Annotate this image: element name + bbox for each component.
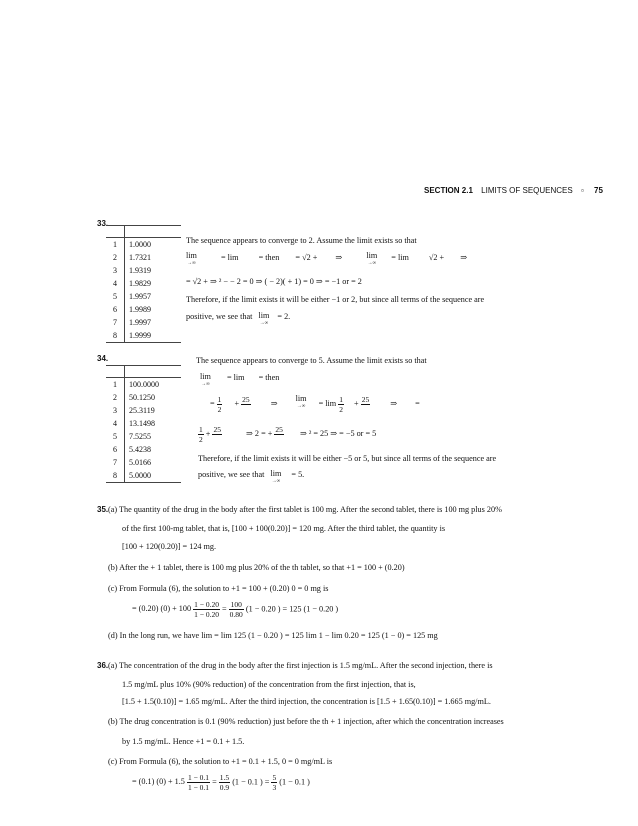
p34-line5: Therefore, if the limit exists it will be either −5 or 5, but since all terms of the sequence are [198,454,497,463]
p34-frac7: 25 [275,425,283,434]
p34-line6 [198,470,304,486]
table-row [106,378,181,392]
table-cell-value: 5.4238 [129,445,151,454]
p34-line4: $\frac{1}{2}$ + 25 ⇒ 2 = + 25 ⇒ ² = 25 ⇒ = −5 or = 5 [199,425,377,444]
p36-a2: 1.5 mg/mL plus 10% (90% reduction) of the concentration from the first injection, that is, [122,680,416,689]
p35-c2a: = (0.20) (0) + 100 [132,604,192,614]
table-row [106,391,181,404]
table-cell-value: 1.9957 [129,292,151,301]
p34-l4a: ⇒ 2 = + [246,429,273,439]
p33-l5c: = 2. [277,312,291,321]
p35-c2b: = [222,604,227,614]
problem-35-number: 35. [97,505,109,514]
table-row [106,238,181,252]
p33-l2h: √2 + [428,253,445,262]
p34-lim1: lim →∞ [200,372,211,387]
p36-frac3: $\frac{5}{3}$ [272,773,277,792]
p33-line4: Therefore, if the limit exists it will be either −1 or 2, but since all terms of the sequence are [186,295,485,304]
p34-l3d: = lim [318,399,337,409]
problem-34-table [106,365,181,483]
p34-frac4: 25 [361,395,370,404]
problem-36-number: 36. [97,661,109,670]
p36-c2b: = [212,777,217,787]
table-row [106,430,181,443]
p36-frac1: $\frac{1 - 0.1}{1 - 0.1}$ [187,773,210,792]
p34-frac1: $\frac{1}{2}$ [217,395,222,414]
problem-33-number: 33. [97,219,109,228]
table-cell-n: 8 [106,469,125,483]
p36-c2d: (1 − 0.1 ) [279,777,310,787]
p36-c2c: (1 − 0.1 ) = [232,777,270,787]
table-header-value [125,366,182,378]
p36-a1: (a) The concentration of the drug in the body after the first injection is 1.5 mg/mL. After the second injection, there is [108,661,493,670]
table-header-row [106,366,181,378]
p34-frac5: $\frac{1}{2}$ [199,425,203,444]
p33-line2 [186,252,467,268]
p36-b1: (b) The drug concentration is 0.1 (90% reduction) just before the th + 1 injection, after which the concentration increases [108,717,504,726]
p35-d1: (d) In the long run, we have lim = lim 125 (1 − 0.20 ) = 125 lim 1 − lim 0.20 = 125 (1 − 0) = 125 mg [108,631,438,640]
p34-lim3: lim →∞ [270,469,282,484]
p34-line2 [200,373,279,389]
table-header-n [106,366,125,378]
p35-frac1: $\frac{1 - 0.20}{1 - 0.20}$ [194,600,219,619]
table-cell-n: 7 [106,456,125,469]
p35-c2 [122,600,338,619]
table-cell-value: 13.1498 [129,419,155,428]
section-title: LIMITS OF SEQUENCES [481,186,573,195]
p34-frac3: $\frac{1}{2}$ [339,395,343,414]
p33-l2c: = then [258,253,280,262]
table-cell-n: 2 [106,251,125,264]
p35-c2c: (1 − 0.20 ) = 125 (1 − 0.20 ) [245,604,339,614]
table-row [106,264,181,277]
table-row [106,290,181,303]
table-row [106,277,181,290]
table-cell-value: 1.9989 [129,305,151,314]
p33-line5 [186,312,290,328]
p33-line1: The sequence appears to converge to 2. Assume the limit exists so that [186,236,417,245]
table-cell-value: 1.9997 [129,318,151,327]
running-header [424,186,603,195]
p34-l4b: ⇒ ² = 25 ⇒ = −5 or = 5 [299,429,377,439]
table-cell-value: 7.5255 [129,432,151,441]
table-cell-value: 1.7321 [129,253,151,262]
p34-line3: = $\frac{1}{2}$ + 25 ⇒ lim →∞ = lim $\frac{1}{2}$ + 25 ⇒ = [210,394,420,414]
p34-line1: The sequence appears to converge to 5. Assume the limit exists so that [196,356,427,365]
table-cell-value: 25.3119 [129,406,155,415]
table-row [106,456,181,469]
p36-c2a: = (0.1) (0) + 1.5 [132,777,185,787]
p36-c1: (c) From Formula (6), the solution to +1 = 0.1 + 1.5, 0 = 0 mg/mL is [108,757,333,766]
p34-frac6: 25 [213,425,221,434]
table-cell-n: 5 [106,290,125,303]
table-cell-n: 6 [106,303,125,316]
table-cell-value: 1.9829 [129,279,151,288]
table-row [106,443,181,456]
table-cell-n: 5 [106,430,125,443]
p33-l2d: = √2 + [295,253,318,262]
problem-33-table [106,225,181,343]
table-cell-n: 7 [106,316,125,329]
p36-a3: [1.5 + 1.5(0.10)] = 1.65 mg/mL. After the third injection, the concentration is [1.5 + 1.65(0.10)] = 1.665 mg/mL. [122,697,491,706]
p33-l2g: = lim [391,253,409,262]
problem-34-number: 34. [97,354,109,363]
p36-frac2: $\frac{1.5}{0.9}$ [219,773,230,792]
p33-l2e: ⇒ [335,253,343,262]
page-icon: ▫ [580,186,584,195]
p34-l6c: = 5. [291,470,305,479]
table-cell-value: 1.9999 [125,329,182,343]
p36-b2: by 1.5 mg/mL. Hence +1 = 0.1 + 1.5. [122,737,245,746]
table-cell-value: 5.0166 [129,458,151,467]
table-cell-value: 50.1250 [129,393,155,402]
p34-l2b: = lim [226,373,245,382]
table-cell-value: 1.0000 [129,240,151,249]
p34-l3a: = [210,399,215,409]
table-cell-n: 4 [106,277,125,290]
table-row [106,303,181,316]
table-cell-n: 1 [106,378,125,392]
p35-c1: (c) From Formula (6), the solution to +1 = 100 + (0.20) 0 = 0 mg is [108,584,329,593]
table-row [106,417,181,430]
table-cell-n: 4 [106,417,125,430]
p33-l2b: = lim [220,253,239,262]
p35-b1: (b) After the + 1 tablet, there is 100 mg plus 20% of the th tablet, so that +1 = 100 + (0.20) [108,563,405,572]
p33-line3: = √2 + ⇒ ² − − 2 = 0 ⇒ ( − 2)( + 1) = 0 ⇒ = −1 or = 2 [186,277,362,286]
p33-lim1: lim →∞ [186,251,197,266]
table-row [106,251,181,264]
p33-l5a: positive, we see that [186,312,253,321]
table-cell-value: 100.0000 [129,380,159,389]
table-cell-n: 3 [106,404,125,417]
p35-a2: of the first 100-mg tablet, that is, [100 + 100(0.20)] = 120 mg. After the third tablet, the quantity is [122,524,446,533]
table-cell-n: 6 [106,443,125,456]
p34-l2c: = then [258,373,280,382]
p35-a3: [100 + 120(0.20)] = 124 mg. [122,542,217,551]
table-header-n [106,226,125,238]
table-header-row [106,226,181,238]
p34-lim2: lim →∞ [295,394,307,409]
table-cell-n: 3 [106,264,125,277]
p33-l2i: ⇒ [460,253,468,262]
table-row [106,404,181,417]
table-cell-n: 2 [106,391,125,404]
page-number: 75 [594,186,603,195]
p33-lim3: lim →∞ [258,311,270,326]
p33-lim2: lim →∞ [366,251,378,266]
p34-l6a: positive, we see that [198,470,265,479]
table-cell-n: 8 [106,329,125,343]
table-cell-n: 1 [106,238,125,252]
section-label: SECTION 2.1 [424,186,473,195]
p36-c2 [122,773,310,792]
p34-frac2: 25 [242,395,250,404]
p35-a1: (a) The quantity of the drug in the body after the first tablet is 100 mg. After the second tablet, there is 100 mg plus 20% [108,505,502,514]
p34-l3b: ⇒ [270,399,278,409]
p35-frac2: $\frac{100}{0.80}$ [229,600,243,619]
p34-l3e: ⇒ [390,399,398,409]
table-cell-value: 1.9319 [129,266,151,275]
table-row [106,316,181,329]
table-row [106,469,181,483]
table-cell-value: 5.0000 [125,469,182,483]
table-header-value [125,226,182,238]
table-row [106,329,181,343]
